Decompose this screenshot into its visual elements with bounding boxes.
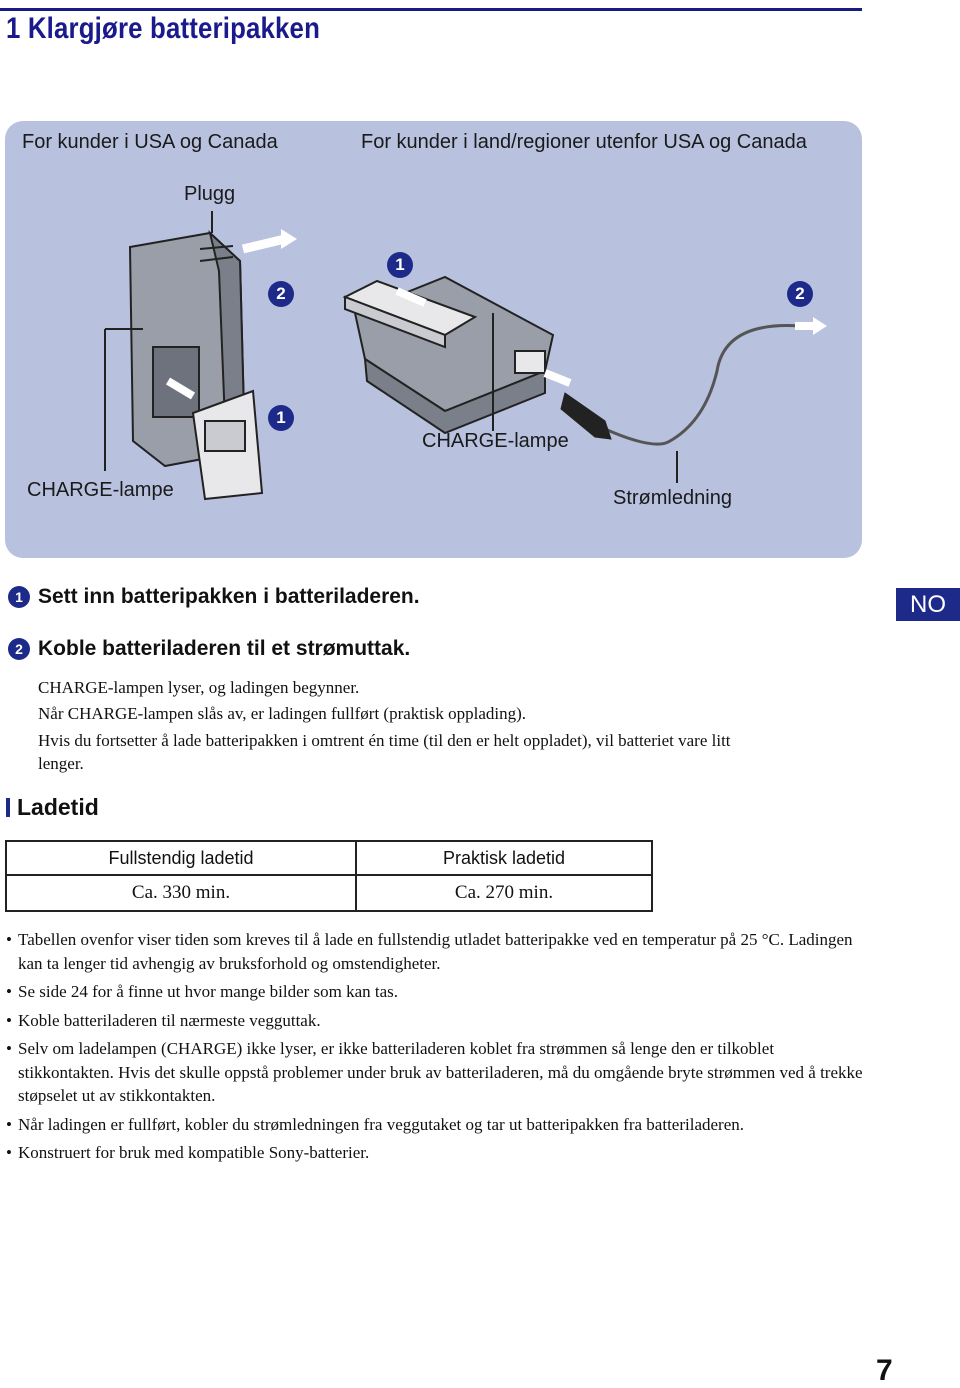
table-header-row: [6, 841, 652, 875]
step-2-number: 2: [8, 638, 30, 660]
step-2: [8, 637, 410, 661]
list-item: • Tabellen ovenfor viser tiden som kreves til å lade en fullstendig utladet batteripakke ved en temperatur på 25 °C. Ladingen kan ta lenger tid avhengig av bruksforhold og omstendigheter.: [6, 928, 866, 975]
label-charge-lamp-right: CHARGE-lampe: [422, 430, 569, 452]
badge-step-2-right: 2: [787, 281, 813, 307]
cord-arrow: [545, 373, 570, 383]
table-header-practical: Praktisk ladetid: [356, 841, 652, 875]
list-item: • Konstruert for bruk med kompatible Sony-batterier.: [6, 1141, 866, 1165]
page-title: 1 Klargjøre batteripakken: [6, 12, 321, 45]
charging-time-table: [5, 840, 653, 912]
step-1-text: Sett inn batteripakken i batteriladeren.: [38, 585, 420, 608]
header-rule: [0, 8, 862, 11]
cord-plug: [561, 393, 611, 439]
label-plug: Plugg: [184, 183, 236, 205]
page-number: 7: [876, 1354, 893, 1387]
table-cell-full: Ca. 330 min.: [6, 875, 356, 911]
label-usa-canada: For kunder i USA og Canada: [22, 131, 278, 153]
step-1: [8, 585, 420, 609]
note-line-3: Hvis du fortsetter å lade batteripakken i omtrent én time (til den er helt oppladet), vil batteriet vare litt: [38, 731, 731, 750]
section-title: Ladetid: [17, 794, 99, 820]
notes-list: [6, 928, 866, 1170]
note-line-4: lenger.: [38, 754, 84, 773]
charger-illustration: [5, 121, 862, 558]
plug-arrow: [243, 239, 285, 249]
step-1-number: 1: [8, 586, 30, 608]
list-item: • Når ladingen er fullført, kobler du strømledningen fra veggutaket og tar ut batteripakken fra batteriladeren.: [6, 1113, 866, 1137]
note-line-1: CHARGE-lampen lyser, og ladingen begynner.: [38, 678, 360, 697]
power-cord: [605, 326, 800, 445]
section-heading: [6, 794, 99, 821]
list-item: • Se side 24 for å finne ut hvor mange bilder som kan tas.: [6, 980, 866, 1004]
badge-step-1-right: 1: [387, 252, 413, 278]
badge-step-1-left: 1: [268, 405, 294, 431]
badge-step-2-left: 2: [268, 281, 294, 307]
section-marker: [6, 798, 10, 817]
label-power-cord: Strømledning: [613, 487, 732, 509]
language-tab: NO: [896, 588, 960, 621]
label-other-regions: For kunder i land/regioner utenfor USA og Canada: [361, 131, 807, 153]
table-header-full: Fullstendig ladetid: [6, 841, 356, 875]
note-line-2: Når CHARGE-lampen slås av, er ladingen fullført (praktisk opplading).: [38, 704, 526, 723]
label-charge-lamp-left: CHARGE-lampe: [27, 479, 174, 501]
step-2-text: Koble batteriladeren til et strømuttak.: [38, 637, 411, 660]
list-item: • Selv om ladelampen (CHARGE) ikke lyser, er ikke batteriladeren koblet fra strømmen så lenge den er tilkoblet stikkontakten. Hvis det skulle oppstå problemer under bruk av batteriladeren, må du omgående bryte strømmen ved å trekke støpselet ut av stikkontakten.: [6, 1037, 866, 1108]
table-row: [6, 875, 652, 911]
illustration-panel: [5, 121, 862, 558]
table-cell-practical: Ca. 270 min.: [356, 875, 652, 911]
list-item: • Koble batteriladeren til nærmeste vegguttak.: [6, 1009, 866, 1033]
